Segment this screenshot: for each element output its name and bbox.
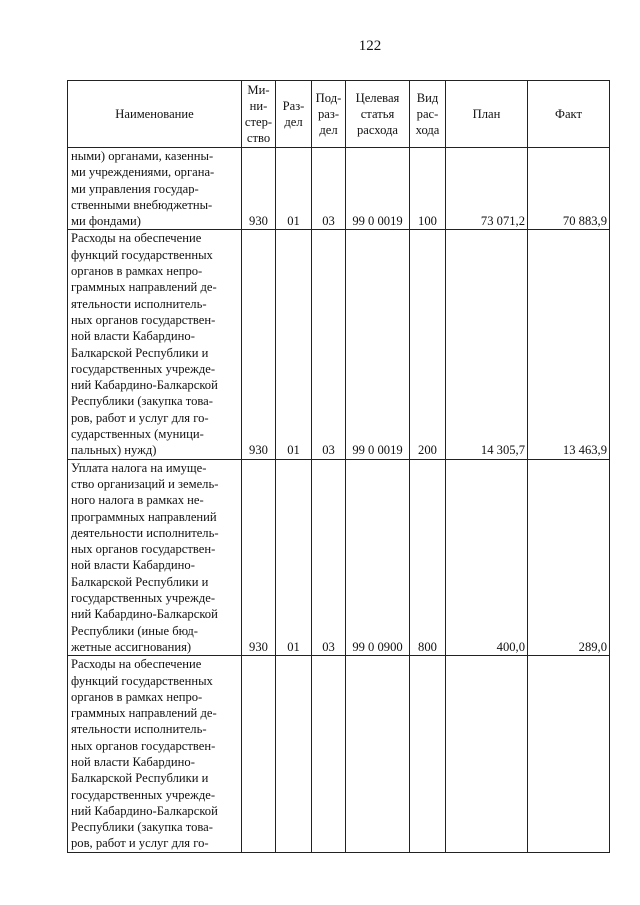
row-fact-cell — [528, 656, 610, 853]
budget-table — [67, 80, 610, 853]
row-subsection-cell — [312, 656, 346, 853]
row-target-cell: 99 0 0019 — [346, 148, 410, 230]
row-fact-cell: 70 883,9 — [528, 148, 610, 230]
row-subsection-cell: 03 — [312, 148, 346, 230]
header-ministry: Ми- ни- стер- ство — [242, 81, 276, 148]
row-name-cell: Расходы на обеспечение функций государственных органов в рамках непро- граммных направлений де- ятельности исполнитель- ных органов государствен- ной власти Кабардино- Балкарской Республики и государственных учрежде- ний Кабардино-Балкарской Республики (закупка това- ров, работ и услуг для го- сударственных (муници- пальных) нужд) — [68, 230, 242, 459]
table-row — [68, 230, 610, 459]
row-subsection-cell: 03 — [312, 230, 346, 459]
header-name: Наименование — [68, 81, 242, 148]
row-type-cell: 200 — [410, 230, 446, 459]
row-ministry-cell: 930 — [242, 230, 276, 459]
table-row — [68, 148, 610, 230]
row-section-cell — [276, 656, 312, 853]
row-type-cell: 100 — [410, 148, 446, 230]
row-plan-cell: 14 305,7 — [446, 230, 528, 459]
table-header-row — [68, 81, 610, 148]
page-number: 122 — [358, 38, 382, 54]
row-subsection-cell: 03 — [312, 459, 346, 656]
row-plan-cell: 400,0 — [446, 459, 528, 656]
row-name-cell: Уплата налога на имуще- ство организаций и земель- ного налога в рамках не- программных направлений деятельности исполнитель- ных органов государствен- ной власти Кабардино- Балкарской Республики и государственных учрежде- ний Кабардино-Балкарской Республики (иные бюд- жетные ассигнования) — [68, 459, 242, 656]
row-plan-cell: 73 071,2 — [446, 148, 528, 230]
row-type-cell: 800 — [410, 459, 446, 656]
row-section-cell: 01 — [276, 230, 312, 459]
row-fact-cell: 289,0 — [528, 459, 610, 656]
table-row — [68, 656, 610, 853]
header-expense-type: Вид рас- хода — [410, 81, 446, 148]
table-row — [68, 459, 610, 656]
row-section-cell: 01 — [276, 459, 312, 656]
header-plan: План — [446, 81, 528, 148]
row-ministry-cell — [242, 656, 276, 853]
row-plan-cell — [446, 656, 528, 853]
header-target-item: Целевая статья расхода — [346, 81, 410, 148]
row-fact-cell: 13 463,9 — [528, 230, 610, 459]
row-target-cell — [346, 656, 410, 853]
row-target-cell: 99 0 0019 — [346, 230, 410, 459]
header-section: Раз- дел — [276, 81, 312, 148]
row-type-cell — [410, 656, 446, 853]
row-target-cell: 99 0 0900 — [346, 459, 410, 656]
row-name-cell: Расходы на обеспечение функций государственных органов в рамках непро- граммных направлений де- ятельности исполнитель- ных органов государствен- ной власти Кабардино- Балкарской Республики и государственных учрежде- ний Кабардино-Балкарской Республики (закупка това- ров, работ и услуг для го- — [68, 656, 242, 853]
header-fact: Факт — [528, 81, 610, 148]
header-subsection: Под- раз- дел — [312, 81, 346, 148]
row-ministry-cell: 930 — [242, 459, 276, 656]
row-section-cell: 01 — [276, 148, 312, 230]
row-ministry-cell: 930 — [242, 148, 276, 230]
row-name-cell: ными) органами, казенны- ми учреждениями, органа- ми управления государ- ственными внебюджетны- ми фондами) — [68, 148, 242, 230]
